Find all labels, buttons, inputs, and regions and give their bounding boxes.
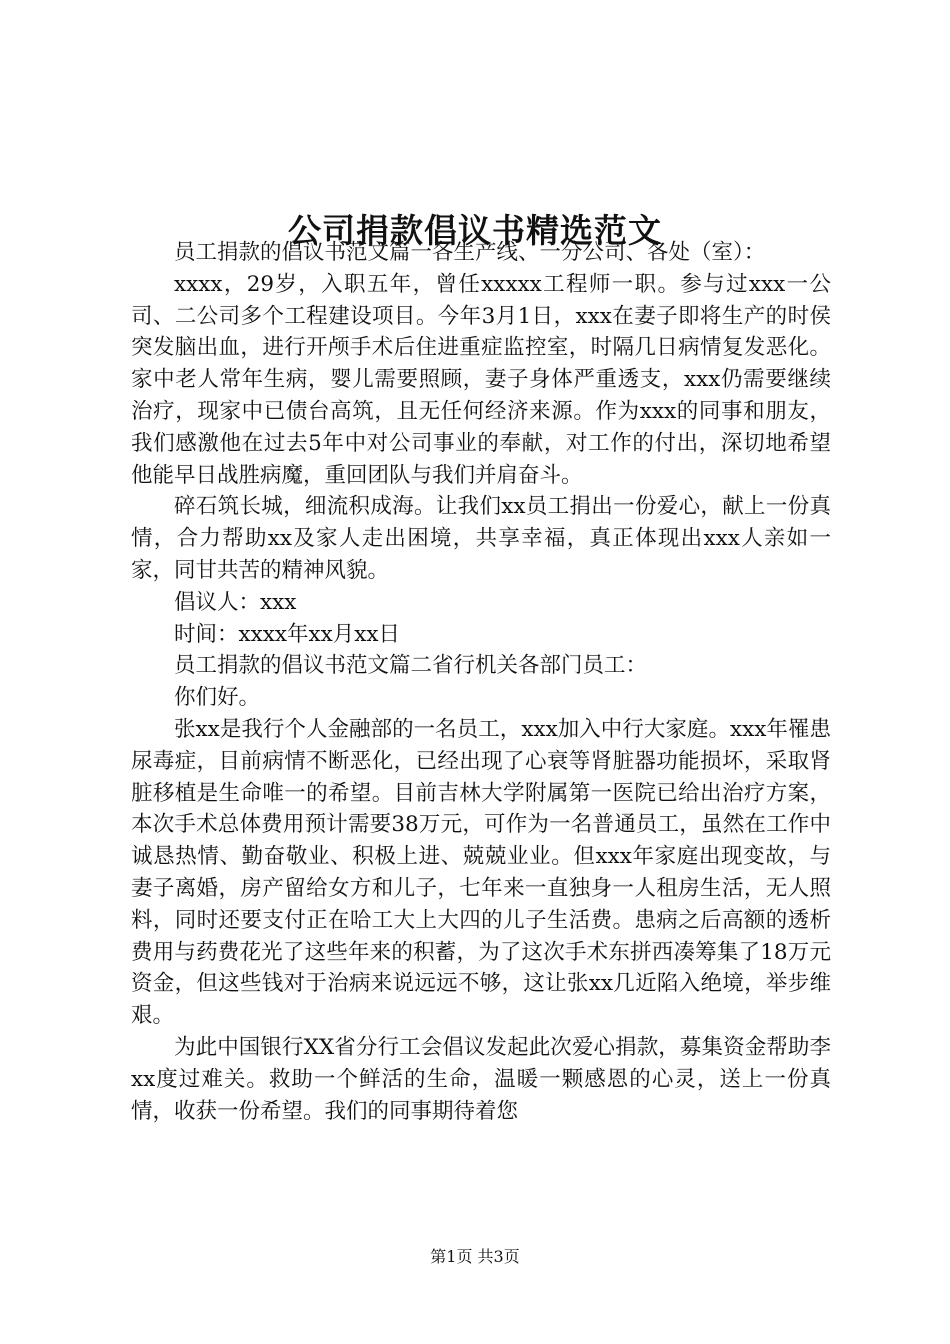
paragraph-appeal-1: 碎石筑长城，细流积成海。让我们xx员工捐出一份爱心，献上一份真情，合力帮助xx及家人走出困境，共享幸福，真正体现出xxx人亲如一家，同甘共苦的精神风貌。: [131, 494, 831, 583]
paragraph-date: 时间：xxxx年xx月xx日: [174, 621, 401, 647]
paragraph-salutation-2: 员工捐款的倡议书范文篇二省行机关各部门员工：: [174, 653, 648, 679]
paragraph-greeting: 你们好。: [174, 685, 261, 711]
paragraph-case-1: xxxx，29岁，入职五年，曾任xxxxx工程师一职。参与过xxx一公司、二公司多个工程建设项目。今年3月1日，xxx在妻子即将生产的时侯突发脑出血，进行开颅手术后住进重症监控室，时隔几日病情复发恶化。家中老人常年生病，婴儿需要照顾，妻子身体严重透支，xxx仍需要继续治疗，现家中已债台高筑，且无任何经济来源。作为xxx的同事和朋友，我们感激他在过去5年中对公司事业的奉献，对工作的付出，深切地希望他能早日战胜病魔，重回团队与我们并肩奋斗。: [131, 271, 831, 488]
paragraph-case-2: 张xx是我行个人金融部的一名员工，xxx加入中行大家庭。xxx年罹患尿毒症，目前病情不断恶化，已经出现了心衰等肾脏器功能损坏，采取肾脏移植是生命唯一的希望。目前吉林大学附属第一医院已给出治疗方案，本次手术总体费用预计需要38万元，可作为一名普通员工，虽然在工作中诚恳热情、勤奋敬业、积极上进、兢兢业业。但xxx年家庭出现变故，与妻子离婚，房产留给女方和儿子，七年来一直独身一人租房生活，无人照料，同时还要支付正在哈工大上大四的儿子生活费。患病之后高额的透析费用与药费花光了这些年来的积蓄，为了这次手术东拼西凑筹集了18万元资金，但这些钱对于治病来说远远不够，这让张xx几近陷入绝境，举步维艰。: [131, 716, 831, 1029]
page-number-footer: 第1页 共3页: [430, 1247, 520, 1266]
paragraph-appeal-2: 为此中国银行XX省分行工会倡议发起此次爱心捐款，募集资金帮助李xx度过难关。救助一个鲜活的生命，温暖一颗感恩的心灵，送上一份真情，收获一份希望。我们的同事期待着您: [131, 1034, 831, 1124]
paragraph-initiator: 倡议人：xxx: [174, 589, 297, 615]
paragraph-salutation-1: 员工捐款的倡议书范文篇一各生产线、一分公司、各处（室）：: [174, 240, 766, 265]
document-title: 公司捐款倡议书精选范文: [288, 211, 662, 251]
document-body: [131, 237, 831, 1127]
